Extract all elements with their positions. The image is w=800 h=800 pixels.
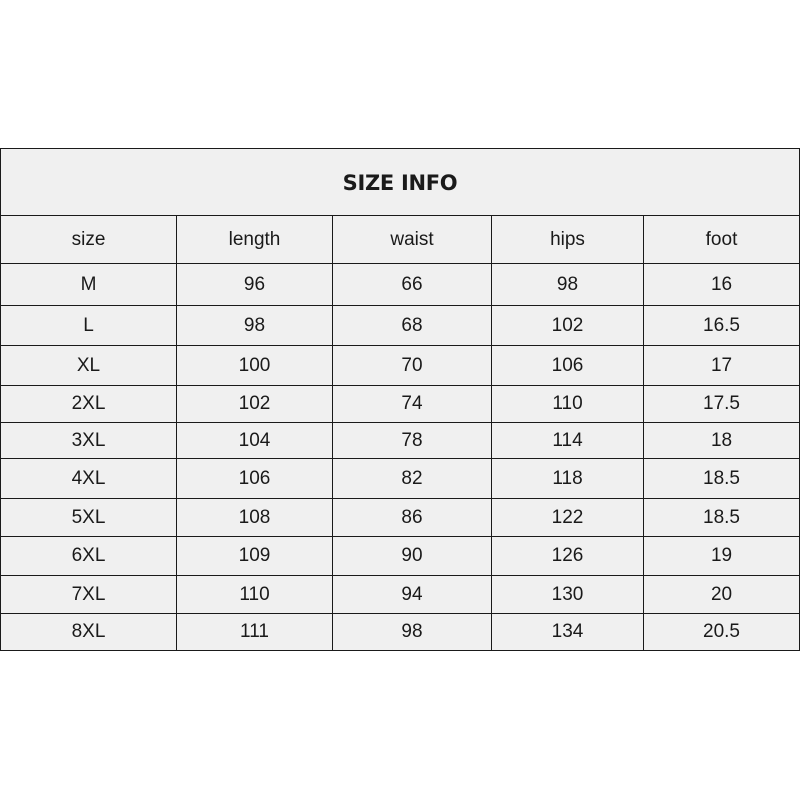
column-header-length: length — [177, 216, 333, 264]
table-row — [1, 614, 800, 651]
length-cell: 110 — [177, 576, 333, 614]
column-header-foot: foot — [644, 216, 800, 264]
length-cell: 96 — [177, 264, 333, 306]
size-cell: M — [1, 264, 177, 306]
length-cell: 104 — [177, 423, 333, 459]
chart-title: SIZE INFO — [1, 149, 800, 216]
table-row — [1, 499, 800, 537]
table-row — [1, 537, 800, 576]
hips-cell: 126 — [492, 537, 644, 576]
foot-cell: 20.5 — [644, 614, 800, 651]
hips-cell: 114 — [492, 423, 644, 459]
hips-cell: 134 — [492, 614, 644, 651]
foot-cell: 17 — [644, 346, 800, 386]
hips-cell: 98 — [492, 264, 644, 306]
title-row — [1, 149, 800, 216]
size-cell: 3XL — [1, 423, 177, 459]
table-row — [1, 386, 800, 423]
table-row — [1, 264, 800, 306]
column-header-hips: hips — [492, 216, 644, 264]
size-cell: 5XL — [1, 499, 177, 537]
foot-cell: 16.5 — [644, 306, 800, 346]
waist-cell: 98 — [333, 614, 492, 651]
hips-cell: 102 — [492, 306, 644, 346]
foot-cell: 18.5 — [644, 499, 800, 537]
hips-cell: 130 — [492, 576, 644, 614]
foot-cell: 16 — [644, 264, 800, 306]
column-header-waist: waist — [333, 216, 492, 264]
hips-cell: 118 — [492, 459, 644, 499]
table-row — [1, 346, 800, 386]
header-row — [1, 216, 800, 264]
hips-cell: 106 — [492, 346, 644, 386]
hips-cell: 122 — [492, 499, 644, 537]
length-cell: 106 — [177, 459, 333, 499]
foot-cell: 17.5 — [644, 386, 800, 423]
waist-cell: 82 — [333, 459, 492, 499]
waist-cell: 86 — [333, 499, 492, 537]
length-cell: 108 — [177, 499, 333, 537]
waist-cell: 70 — [333, 346, 492, 386]
foot-cell: 18.5 — [644, 459, 800, 499]
size-cell: L — [1, 306, 177, 346]
waist-cell: 68 — [333, 306, 492, 346]
size-cell: 8XL — [1, 614, 177, 651]
length-cell: 111 — [177, 614, 333, 651]
foot-cell: 20 — [644, 576, 800, 614]
waist-cell: 94 — [333, 576, 492, 614]
waist-cell: 66 — [333, 264, 492, 306]
foot-cell: 18 — [644, 423, 800, 459]
table-row — [1, 576, 800, 614]
waist-cell: 90 — [333, 537, 492, 576]
length-cell: 98 — [177, 306, 333, 346]
hips-cell: 110 — [492, 386, 644, 423]
waist-cell: 78 — [333, 423, 492, 459]
waist-cell: 74 — [333, 386, 492, 423]
size-chart-table — [0, 148, 800, 651]
length-cell: 102 — [177, 386, 333, 423]
size-cell: 2XL — [1, 386, 177, 423]
length-cell: 109 — [177, 537, 333, 576]
size-cell: 6XL — [1, 537, 177, 576]
length-cell: 100 — [177, 346, 333, 386]
table-row — [1, 459, 800, 499]
size-cell: 4XL — [1, 459, 177, 499]
foot-cell: 19 — [644, 537, 800, 576]
size-cell: XL — [1, 346, 177, 386]
table-row — [1, 306, 800, 346]
column-header-size: size — [1, 216, 177, 264]
size-cell: 7XL — [1, 576, 177, 614]
table-row — [1, 423, 800, 459]
